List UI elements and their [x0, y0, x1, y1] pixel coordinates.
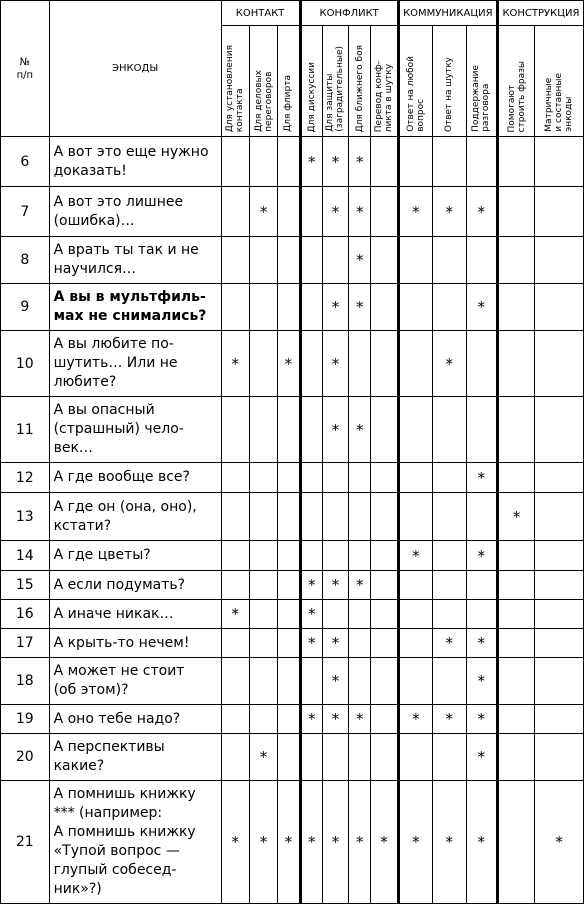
empty-cell	[249, 397, 277, 463]
subheader-constr-phrases	[497, 26, 534, 137]
empty-cell	[497, 734, 534, 781]
empty-cell	[278, 600, 300, 629]
encode-phrase: А вот это лишнее (ошибка)…	[49, 187, 221, 237]
empty-cell	[278, 541, 300, 571]
subheader-contact-business	[249, 26, 277, 137]
subheader-label: Поддержание разговора	[471, 65, 492, 132]
number-column-header: № п/п	[1, 1, 50, 137]
empty-cell	[300, 397, 322, 463]
empty-cell	[278, 571, 300, 600]
row-number: 15	[1, 571, 50, 600]
empty-cell	[466, 137, 497, 187]
empty-cell	[535, 658, 584, 705]
mark-cell: *	[221, 600, 249, 629]
encode-phrase: А помнишь книжку *** (например: А помнишь книжку «Тупой вопрос — глупый собесед- ник»?)	[49, 781, 221, 904]
empty-cell	[535, 541, 584, 571]
empty-cell	[349, 331, 371, 397]
empty-cell	[535, 137, 584, 187]
mark-cell: *	[249, 187, 277, 237]
empty-cell	[398, 397, 432, 463]
table-header	[1, 1, 584, 137]
subheader-constr-matrix	[535, 26, 584, 137]
empty-cell	[433, 658, 466, 705]
empty-cell	[497, 541, 534, 571]
subheader-comm-support	[466, 26, 497, 137]
encode-phrase: А врать ты так и не научился…	[49, 237, 221, 284]
mark-cell: *	[322, 331, 348, 397]
table-row	[1, 658, 584, 705]
empty-cell	[398, 658, 432, 705]
empty-cell	[497, 397, 534, 463]
empty-cell	[535, 331, 584, 397]
empty-cell	[433, 237, 466, 284]
subheader-label: Перевод конф- ликта в шутку	[374, 60, 395, 132]
encode-phrase: А где он (она, оно), кстати?	[49, 493, 221, 541]
empty-cell	[221, 493, 249, 541]
empty-cell	[300, 541, 322, 571]
mark-cell: *	[349, 187, 371, 237]
table-row	[1, 571, 584, 600]
empty-cell	[249, 493, 277, 541]
table-row	[1, 541, 584, 571]
empty-cell	[433, 463, 466, 493]
empty-cell	[278, 237, 300, 284]
empty-cell	[322, 600, 348, 629]
empty-cell	[300, 658, 322, 705]
empty-cell	[249, 629, 277, 658]
row-number: 6	[1, 137, 50, 187]
mark-cell: *	[300, 781, 322, 904]
empty-cell	[249, 541, 277, 571]
table-row	[1, 781, 584, 904]
group-header-contact: КОНТАКТ	[221, 1, 300, 26]
row-number: 18	[1, 658, 50, 705]
subheader-comm-joke-answer	[433, 26, 466, 137]
empty-cell	[221, 541, 249, 571]
mark-cell: *	[349, 284, 371, 331]
row-number: 19	[1, 705, 50, 734]
empty-cell	[433, 137, 466, 187]
mark-cell: *	[433, 705, 466, 734]
empty-cell	[278, 284, 300, 331]
empty-cell	[221, 137, 249, 187]
empty-cell	[433, 541, 466, 571]
empty-cell	[221, 187, 249, 237]
mark-cell: *	[349, 137, 371, 187]
subheader-label: Для деловых переговоров	[253, 70, 274, 132]
empty-cell	[278, 493, 300, 541]
subheader-contact-flirt	[278, 26, 300, 137]
empty-cell	[249, 658, 277, 705]
subheader-label: Для защиты (заградительные)	[325, 46, 346, 132]
empty-cell	[221, 658, 249, 705]
encode-phrase: А вот это еще нужно доказать!	[49, 137, 221, 187]
encode-phrase: А где вообще все?	[49, 463, 221, 493]
empty-cell	[221, 463, 249, 493]
table-row	[1, 629, 584, 658]
empty-cell	[535, 705, 584, 734]
empty-cell	[398, 137, 432, 187]
empty-cell	[371, 284, 398, 331]
row-number: 13	[1, 493, 50, 541]
mark-cell: *	[300, 629, 322, 658]
empty-cell	[371, 600, 398, 629]
mark-cell: *	[322, 571, 348, 600]
empty-cell	[221, 571, 249, 600]
encode-phrase: А оно тебе надо?	[49, 705, 221, 734]
empty-cell	[300, 284, 322, 331]
empty-cell	[300, 734, 322, 781]
empty-cell	[371, 187, 398, 237]
empty-cell	[466, 493, 497, 541]
mark-cell: *	[322, 137, 348, 187]
subheader-label: Для флирта	[283, 75, 294, 132]
empty-cell	[398, 284, 432, 331]
table-row	[1, 493, 584, 541]
encode-phrase: А крыть-то нечем!	[49, 629, 221, 658]
table-row	[1, 397, 584, 463]
encode-phrase: А вы опасный (страшный) чело- век…	[49, 397, 221, 463]
subheader-label: Для установления контакта	[225, 44, 246, 132]
table-row	[1, 463, 584, 493]
mark-cell: *	[322, 187, 348, 237]
empty-cell	[371, 237, 398, 284]
subheader-label: Для дискуссии	[306, 61, 317, 132]
empty-cell	[535, 463, 584, 493]
empty-cell	[249, 237, 277, 284]
empty-cell	[221, 284, 249, 331]
mark-cell: *	[349, 237, 371, 284]
empty-cell	[322, 463, 348, 493]
row-number: 10	[1, 331, 50, 397]
mark-cell: *	[398, 187, 432, 237]
empty-cell	[535, 284, 584, 331]
table-row	[1, 284, 584, 331]
subheader-label: Помогают строить фразы	[506, 60, 527, 132]
empty-cell	[322, 237, 348, 284]
empty-cell	[249, 463, 277, 493]
empty-cell	[371, 331, 398, 397]
empty-cell	[497, 571, 534, 600]
mark-cell: *	[322, 629, 348, 658]
mark-cell: *	[300, 600, 322, 629]
empty-cell	[398, 571, 432, 600]
mark-cell: *	[433, 629, 466, 658]
mark-cell: *	[466, 629, 497, 658]
row-number: 7	[1, 187, 50, 237]
table-row	[1, 734, 584, 781]
mark-cell: *	[433, 187, 466, 237]
mark-cell: *	[371, 781, 398, 904]
mark-cell: *	[322, 397, 348, 463]
empty-cell	[371, 541, 398, 571]
empty-cell	[249, 600, 277, 629]
empty-cell	[278, 463, 300, 493]
table-row	[1, 187, 584, 237]
mark-cell: *	[398, 781, 432, 904]
subheader-conflict-defense	[322, 26, 348, 137]
subheader-conflict-close-combat	[349, 26, 371, 137]
mark-cell: *	[466, 658, 497, 705]
row-number: 14	[1, 541, 50, 571]
mark-cell: *	[349, 781, 371, 904]
group-header-construction: КОНСТРУКЦИЯ	[497, 1, 583, 26]
empty-cell	[278, 705, 300, 734]
mark-cell: *	[322, 781, 348, 904]
subheader-label: Для ближнего боя	[354, 44, 365, 132]
empty-cell	[535, 237, 584, 284]
group-header-communication: КОММУНИКАЦИЯ	[398, 1, 497, 26]
row-number: 20	[1, 734, 50, 781]
empty-cell	[300, 187, 322, 237]
subheader-label: Матричные и составные энкоды	[544, 73, 575, 132]
encode-phrase: А может не стоит (об этом)?	[49, 658, 221, 705]
empty-cell	[278, 658, 300, 705]
subheader-label: Ответ на любой вопрос	[405, 56, 426, 132]
mark-cell: *	[300, 137, 322, 187]
mark-cell: *	[322, 705, 348, 734]
empty-cell	[221, 629, 249, 658]
empty-cell	[398, 493, 432, 541]
empty-cell	[371, 629, 398, 658]
empty-cell	[278, 397, 300, 463]
mark-cell: *	[249, 781, 277, 904]
empty-cell	[466, 600, 497, 629]
row-number: 21	[1, 781, 50, 904]
subheader-conflict-discussion	[300, 26, 322, 137]
empty-cell	[221, 705, 249, 734]
empty-cell	[497, 463, 534, 493]
row-number: 11	[1, 397, 50, 463]
empty-cell	[433, 284, 466, 331]
mark-cell: *	[322, 284, 348, 331]
mark-cell: *	[221, 331, 249, 397]
row-number: 8	[1, 237, 50, 284]
empty-cell	[371, 734, 398, 781]
empty-cell	[535, 397, 584, 463]
table-row	[1, 237, 584, 284]
empty-cell	[535, 734, 584, 781]
mark-cell: *	[249, 734, 277, 781]
empty-cell	[371, 397, 398, 463]
empty-cell	[349, 658, 371, 705]
row-number: 12	[1, 463, 50, 493]
mark-cell: *	[349, 571, 371, 600]
mark-cell: *	[278, 781, 300, 904]
table-row	[1, 705, 584, 734]
mark-cell: *	[398, 705, 432, 734]
subheader-label: Ответ на шутку	[444, 56, 455, 132]
empty-cell	[221, 397, 249, 463]
empty-cell	[497, 705, 534, 734]
mark-cell: *	[433, 331, 466, 397]
empty-cell	[322, 541, 348, 571]
empty-cell	[398, 734, 432, 781]
empty-cell	[349, 629, 371, 658]
empty-cell	[300, 237, 322, 284]
mark-cell: *	[466, 781, 497, 904]
encode-column-header: ЭНКОДЫ	[49, 1, 221, 137]
empty-cell	[349, 493, 371, 541]
table-row	[1, 600, 584, 629]
empty-cell	[249, 571, 277, 600]
empty-cell	[300, 463, 322, 493]
mark-cell: *	[466, 705, 497, 734]
group-header-conflict: КОНФЛИКТ	[300, 1, 398, 26]
empty-cell	[371, 705, 398, 734]
empty-cell	[398, 237, 432, 284]
empty-cell	[433, 397, 466, 463]
mark-cell: *	[466, 541, 497, 571]
encode-phrase: А если подумать?	[49, 571, 221, 600]
mark-cell: *	[466, 734, 497, 781]
encode-phrase: А перспективы какие?	[49, 734, 221, 781]
empty-cell	[497, 600, 534, 629]
empty-cell	[278, 734, 300, 781]
mark-cell: *	[466, 187, 497, 237]
mark-cell: *	[278, 331, 300, 397]
empty-cell	[535, 493, 584, 541]
encode-phrase: А где цветы?	[49, 541, 221, 571]
mark-cell: *	[221, 781, 249, 904]
empty-cell	[300, 331, 322, 397]
empty-cell	[466, 397, 497, 463]
empty-cell	[497, 137, 534, 187]
mark-cell: *	[466, 463, 497, 493]
empty-cell	[349, 600, 371, 629]
mark-cell: *	[398, 541, 432, 571]
empty-cell	[349, 541, 371, 571]
empty-cell	[466, 237, 497, 284]
row-number: 9	[1, 284, 50, 331]
mark-cell: *	[322, 658, 348, 705]
empty-cell	[433, 734, 466, 781]
mark-cell: *	[300, 571, 322, 600]
empty-cell	[249, 705, 277, 734]
empty-cell	[249, 137, 277, 187]
empty-cell	[466, 331, 497, 397]
empty-cell	[300, 493, 322, 541]
empty-cell	[249, 284, 277, 331]
empty-cell	[371, 571, 398, 600]
mark-cell: *	[497, 493, 534, 541]
empty-cell	[497, 284, 534, 331]
empty-cell	[497, 237, 534, 284]
empty-cell	[535, 629, 584, 658]
empty-cell	[497, 331, 534, 397]
empty-cell	[433, 600, 466, 629]
empty-cell	[371, 137, 398, 187]
encode-phrase: А вы в мультфиль- мах не снимались?	[49, 284, 221, 331]
subheader-contact-establish	[221, 26, 249, 137]
empty-cell	[221, 237, 249, 284]
encode-phrase: А вы любите по- шутить… Или не любите?	[49, 331, 221, 397]
empty-cell	[497, 187, 534, 237]
empty-cell	[371, 493, 398, 541]
empty-cell	[535, 600, 584, 629]
empty-cell	[535, 187, 584, 237]
empty-cell	[398, 331, 432, 397]
empty-cell	[535, 571, 584, 600]
empty-cell	[497, 658, 534, 705]
empty-cell	[278, 629, 300, 658]
empty-cell	[221, 734, 249, 781]
mark-cell: *	[466, 284, 497, 331]
empty-cell	[398, 629, 432, 658]
table-row	[1, 331, 584, 397]
empty-cell	[322, 493, 348, 541]
mark-cell: *	[300, 705, 322, 734]
empty-cell	[466, 571, 497, 600]
mark-cell: *	[349, 397, 371, 463]
mark-cell: *	[349, 705, 371, 734]
empty-cell	[278, 187, 300, 237]
mark-cell: *	[433, 781, 466, 904]
table-row	[1, 137, 584, 187]
empty-cell	[249, 331, 277, 397]
empty-cell	[349, 734, 371, 781]
row-number: 16	[1, 600, 50, 629]
group-header-row	[1, 1, 584, 26]
empty-cell	[349, 463, 371, 493]
empty-cell	[371, 658, 398, 705]
empty-cell	[497, 781, 534, 904]
table-body	[1, 137, 584, 904]
subheader-comm-any-question	[398, 26, 432, 137]
empty-cell	[322, 734, 348, 781]
row-number: 17	[1, 629, 50, 658]
mark-cell: *	[535, 781, 584, 904]
empty-cell	[398, 463, 432, 493]
empty-cell	[371, 463, 398, 493]
subheader-conflict-joke	[371, 26, 398, 137]
encode-phrase: А иначе никак…	[49, 600, 221, 629]
empty-cell	[433, 493, 466, 541]
empty-cell	[278, 137, 300, 187]
empty-cell	[398, 600, 432, 629]
empty-cell	[433, 571, 466, 600]
empty-cell	[497, 629, 534, 658]
